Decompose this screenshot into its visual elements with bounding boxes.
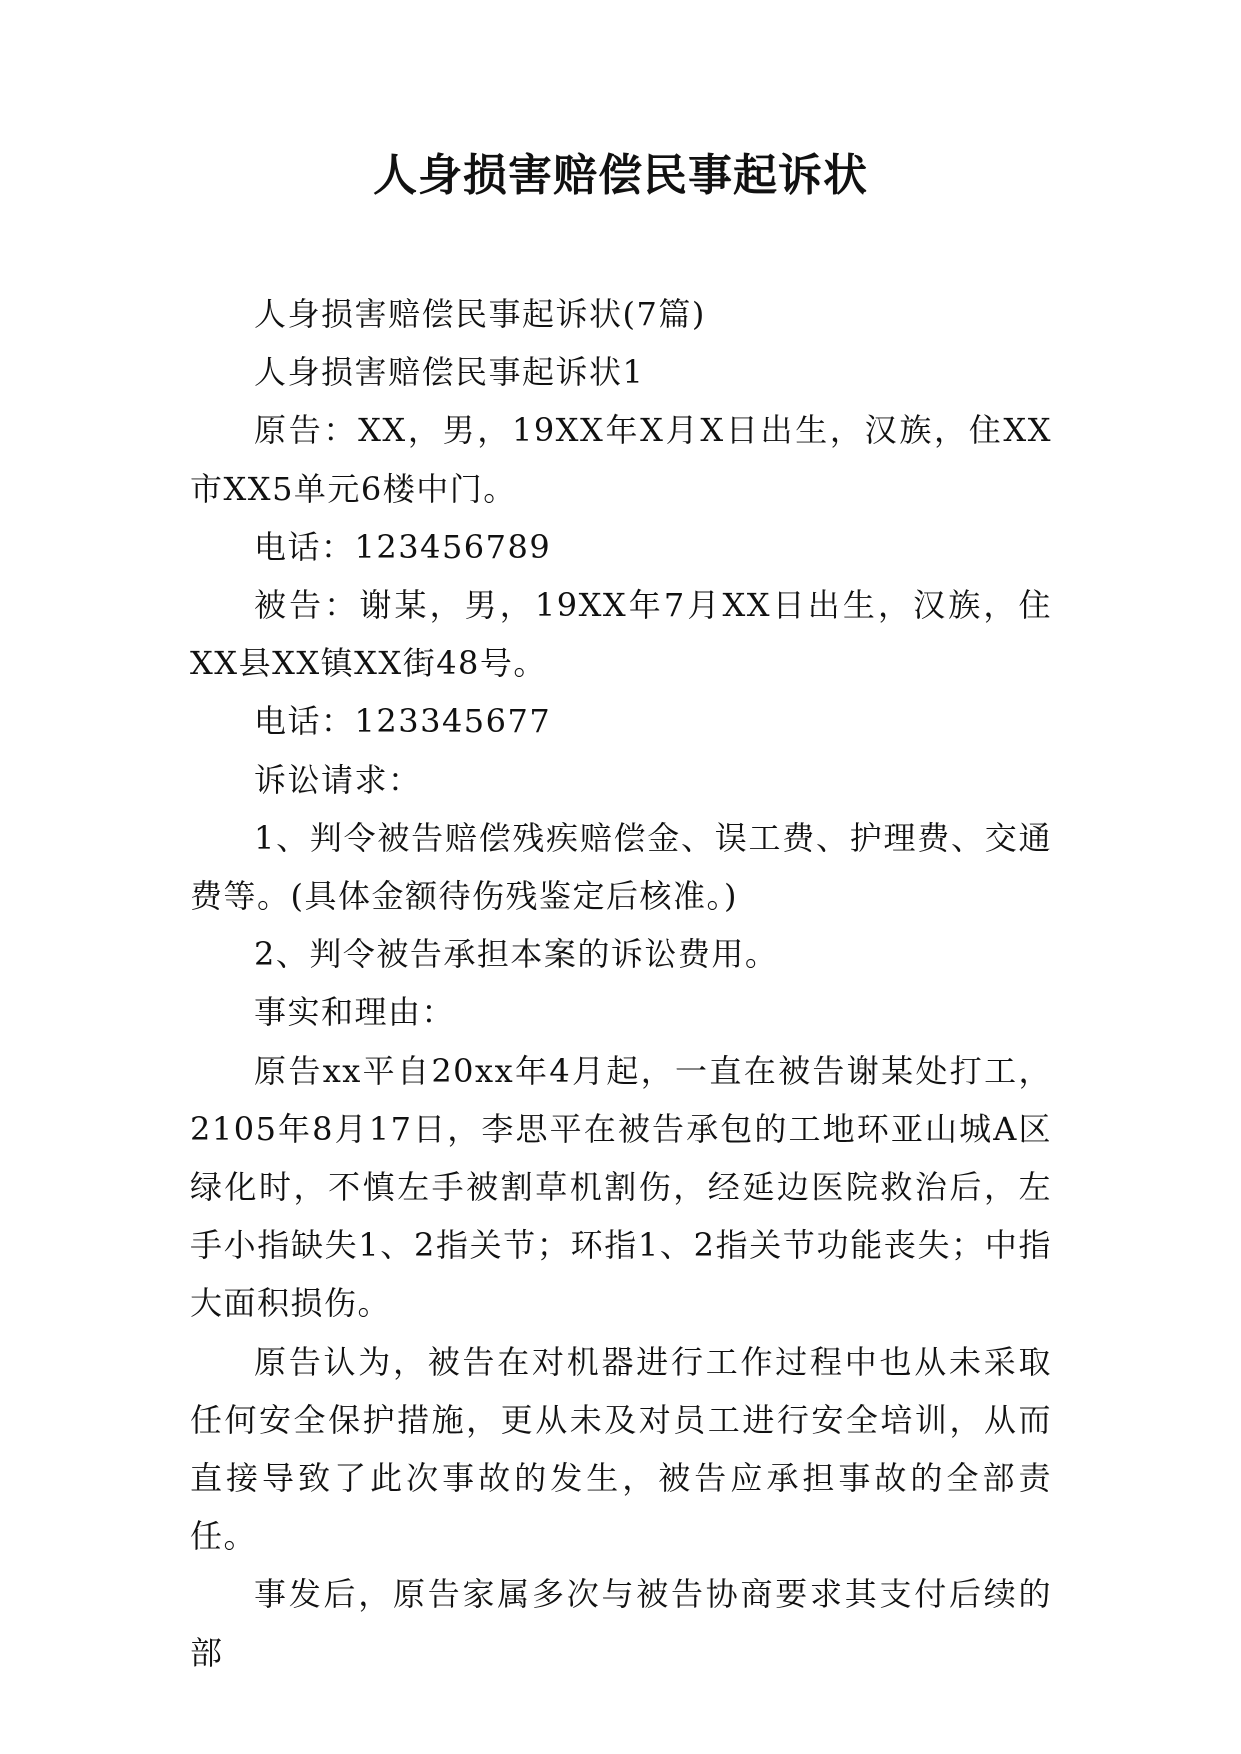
paragraph-subtitle: 人身损害赔偿民事起诉状(7篇) (254, 295, 706, 333)
paragraph-claims-heading: 诉讼请求： (254, 760, 422, 799)
paragraph-facts: 原告xx平自20xx年4月起，一直在被告谢某处打工，2105年8月17日，李思平在被告承包的工地环亚山城A区绿化时，不慎左手被割草机割伤，经延边医院救治后，左手小指缺失1、2指关节；环指1、2指关节功能丧失；中指大面积损伤。 (190, 1051, 1052, 1323)
paragraph-facts-heading: 事实和理由： (254, 993, 456, 1032)
paragraph-defendant: 被告：谢某，男，19XX年7月XX日出生，汉族，住XX县XX镇XX街48号。 (190, 586, 1052, 683)
document-body (190, 285, 1052, 1682)
paragraph-plaintiff-phone: 电话：123456789 (254, 527, 552, 566)
paragraph-aftermath: 事发后，原告家属多次与被告协商要求其支付后续的部 (190, 1575, 1052, 1672)
paragraph-claim-1: 1、判令被告赔偿残疾赔偿金、误工费、护理费、交通费等。(具体金额待伤残鉴定后核准。) (190, 818, 1052, 916)
paragraph-plaintiff: 原告：XX，男，19XX年X月X日出生，汉族，住XX市XX5单元6楼中门。 (190, 411, 1052, 508)
paragraph-heading: 人身损害赔偿民事起诉状1 (254, 353, 645, 392)
paragraph-defendant-phone: 电话：123345677 (254, 702, 552, 741)
paragraph-argument: 原告认为，被告在对机器进行工作过程中也从未采取任何安全保护措施，更从未及对员工进行安全培训，从而直接导致了此次事故的发生，被告应承担事故的全部责任。 (190, 1342, 1052, 1556)
paragraph-claim-2: 2、判令被告承担本案的诉讼费用。 (254, 935, 779, 974)
document-title: 人身损害赔偿民事起诉状 (373, 150, 868, 201)
